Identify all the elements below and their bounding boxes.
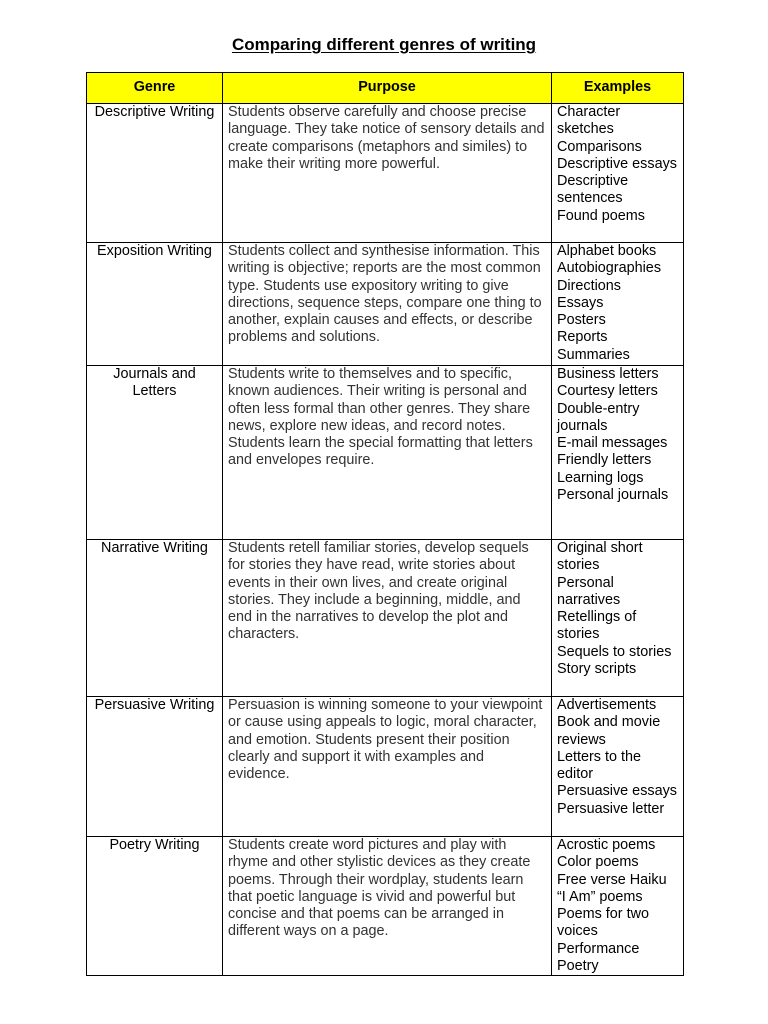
example-item: Sequels to stories: [557, 643, 672, 660]
example-item: E-mail messages: [557, 435, 668, 452]
example-item: Summaries: [557, 346, 630, 363]
example-item: Double-entry journals: [557, 400, 640, 434]
genre-cell: Poetry Writing: [87, 837, 223, 976]
examples-cell: [552, 540, 684, 697]
example-item: Book and movie reviews: [557, 714, 661, 748]
example-item: Original short stories: [557, 540, 643, 574]
genre-cell: Journals and Letters: [87, 366, 223, 540]
example-item: Free verse Haiku: [557, 871, 667, 888]
genre-cell: Exposition Writing: [87, 243, 223, 366]
example-item: Descriptive sentences: [557, 173, 629, 207]
example-item: Poems for two voices: [557, 906, 649, 940]
example-item: Comparisons: [557, 138, 642, 155]
purpose-cell: Persuasion is winning someone to your viewpoint or cause using appeals to logic, moral character, and emotion. Students present their position clearly and support it with examples and evidence.: [223, 697, 552, 837]
table-row: [87, 540, 684, 697]
genre-cell: Narrative Writing: [87, 540, 223, 697]
example-item: Found poems: [557, 207, 645, 224]
purpose-cell: Students write to themselves and to specific, known audiences. Their writing is personal and often less formal than other genres. They share news, explore new ideas, and record notes. Students learn the special formatting that letters and envelopes require.: [223, 366, 552, 540]
examples-cell: [552, 697, 684, 837]
example-item: Story scripts: [557, 661, 637, 678]
page-title: Comparing different genres of writing: [231, 35, 537, 54]
table-row: [87, 697, 684, 837]
table-body: [87, 104, 684, 976]
example-item: Persuasive essays: [557, 783, 677, 800]
example-item: Character sketches: [557, 104, 621, 138]
example-item: Persuasive letter: [557, 800, 665, 817]
table-row: [87, 837, 684, 976]
table-row: [87, 366, 684, 540]
example-item: Descriptive essays: [557, 155, 677, 172]
example-item: “I Am” poems: [557, 888, 643, 905]
examples-cell: [552, 366, 684, 540]
example-item: Performance Poetry: [557, 940, 640, 975]
example-item: Personal journals: [557, 487, 669, 504]
table-header-row: [87, 73, 684, 104]
example-item: Business letters: [557, 366, 659, 382]
examples-cell: [552, 243, 684, 366]
example-item: Friendly letters: [557, 452, 652, 469]
table-row: [87, 243, 684, 366]
purpose-cell: Students collect and synthesise information. This writing is objective; reports are the most common type. Students use expository writing to give directions, sequence steps, compare one thing to another, explain causes and effects, or describe problems and solutions.: [223, 243, 552, 366]
example-item: Directions: [557, 277, 621, 294]
example-item: Personal narratives: [557, 574, 621, 608]
genre-cell: Descriptive Writing: [87, 104, 223, 243]
example-item: Reports: [557, 329, 608, 346]
example-item: Advertisements: [557, 697, 657, 713]
table-row: [87, 104, 684, 243]
genres-table: [86, 72, 684, 976]
header-examples: Examples: [552, 73, 684, 104]
purpose-cell: Students create word pictures and play with rhyme and other stylistic devices as they create poems. Through their wordplay, students learn that poetic language is vivid and powerful but concise and that poems can be arranged in different ways on a page.: [223, 837, 552, 976]
purpose-cell: Students observe carefully and choose precise language. They take notice of sensory details and create comparisons (metaphors and similes) to make their writing more powerful.: [223, 104, 552, 243]
header-genre: Genre: [87, 73, 223, 104]
example-item: Color poems: [557, 854, 639, 871]
example-item: Courtesy letters: [557, 383, 658, 400]
example-item: Essays: [557, 294, 604, 311]
example-item: Letters to the editor: [557, 748, 641, 783]
examples-cell: [552, 104, 684, 243]
examples-cell: [552, 837, 684, 976]
header-purpose: Purpose: [223, 73, 552, 104]
genre-cell: Persuasive Writing: [87, 697, 223, 837]
example-item: Alphabet books: [557, 243, 657, 259]
purpose-cell: Students retell familiar stories, develop sequels for stories they have read, write stories about events in their own lives, and create original stories. They include a beginning, middle, and end in the narratives to develop the plot and characters.: [223, 540, 552, 697]
example-item: Acrostic poems: [557, 837, 656, 853]
example-item: Posters: [557, 312, 606, 329]
example-item: Autobiographies: [557, 260, 662, 277]
example-item: Learning logs: [557, 469, 644, 486]
example-item: Retellings of stories: [557, 609, 637, 643]
